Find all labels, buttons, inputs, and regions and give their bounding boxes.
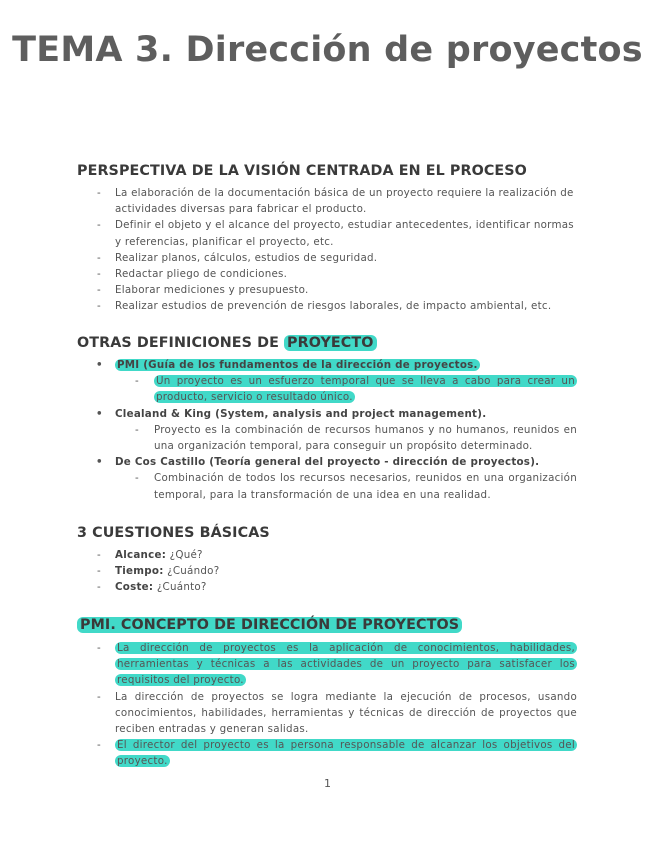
list-item: - Tiempo: ¿Cuándo? bbox=[77, 563, 577, 579]
list-item: - Alcance: ¿Qué? bbox=[77, 547, 577, 563]
definition-source: PMI (Guía de los fundamentos de la dirección de proyectos. bbox=[117, 359, 478, 371]
definition-source: Clealand & King (System, analysis and project management). bbox=[115, 407, 487, 420]
list-item: - El director del proyecto es la persona responsable de alcanzar los objetivos del proyecto. bbox=[77, 737, 577, 769]
definition-text: - Proyecto es la combinación de recursos humanos y no humanos, reunidos en una organización temporal, para conseguir un propósito determinado. bbox=[115, 422, 577, 454]
list-item: - La elaboración de la documentación básica de un proyecto requiere la realización de actividades diversas para fabricar el producto. bbox=[77, 185, 577, 217]
pmi-list bbox=[77, 640, 577, 770]
list-item: - Redactar pliego de condiciones. bbox=[77, 266, 577, 282]
list-item: - La dirección de proyectos se logra mediante la ejecución de procesos, usando conocimientos, habilidades, herramientas y técnicas de dirección de proyectos que reciben entradas y generan salidas. bbox=[77, 689, 577, 738]
highlighted-heading-text: PROYECTO bbox=[284, 335, 376, 351]
list-item: - Coste: ¿Cuánto? bbox=[77, 579, 577, 595]
section-pmi-concept bbox=[77, 615, 577, 770]
list-item: - Elaborar mediciones y presupuesto. bbox=[77, 282, 577, 298]
definition-item bbox=[77, 406, 577, 455]
list-item: - Realizar planos, cálculos, estudios de seguridad. bbox=[77, 250, 577, 266]
definitions-list bbox=[77, 357, 577, 503]
section-process-perspective bbox=[77, 161, 577, 315]
definition-item bbox=[77, 454, 577, 503]
definition-text: - Combinación de todos los recursos necesarios, reunidos en una organización temporal, para la transformación de una idea en una realidad. bbox=[115, 470, 577, 502]
definition-text: - Un proyecto es un esfuerzo temporal que se lleva a cabo para crear un producto, servicio o resultado único. bbox=[115, 373, 577, 405]
process-list bbox=[77, 185, 577, 315]
section-other-definitions bbox=[77, 333, 577, 503]
definition-source: De Cos Castillo (Teoría general del proyecto - dirección de proyectos). bbox=[115, 456, 540, 469]
section-heading: 3 CUESTIONES BÁSICAS bbox=[77, 525, 270, 541]
highlighted-heading-text: PMI. CONCEPTO DE DIRECCIÓN DE PROYECTOS bbox=[77, 617, 462, 633]
page-number: 1 bbox=[324, 777, 331, 790]
page-title: TEMA 3. Dirección de proyectos bbox=[12, 30, 643, 70]
list-item: - Realizar estudios de prevención de riesgos laborales, de impacto ambiental, etc. bbox=[77, 298, 577, 314]
section-basic-questions bbox=[77, 523, 577, 596]
heading-text: OTRAS DEFINICIONES DE bbox=[77, 335, 285, 351]
definition-item bbox=[77, 357, 577, 406]
section-heading bbox=[77, 333, 577, 353]
list-item: - Definir el objeto y el alcance del proyecto, estudiar antecedentes, identificar normas y referencias, planificar el proyecto, etc. bbox=[77, 217, 577, 249]
list-item: - La dirección de proyectos es la aplicación de conocimientos, habilidades, herramientas y técnicas a las actividades de un proyecto para satisfacer los requisitos del proyecto. bbox=[77, 640, 577, 689]
section-heading: PERSPECTIVA DE LA VISIÓN CENTRADA EN EL PROCESO bbox=[77, 163, 527, 179]
section-heading bbox=[77, 615, 577, 635]
questions-list bbox=[77, 547, 577, 596]
